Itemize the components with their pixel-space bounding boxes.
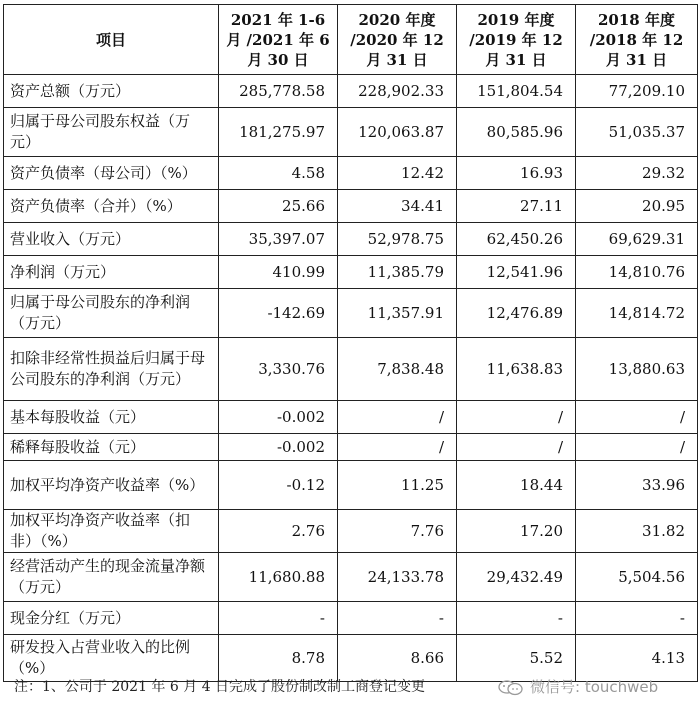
header-2019: 2019 年度 /2019 年 12 月 31 日 (457, 5, 576, 75)
table-row (4, 401, 698, 434)
row-value: 285,778.58 (219, 75, 338, 108)
row-value: 4.58 (219, 157, 338, 190)
row-value: - (457, 602, 576, 635)
row-label: 资产负债率（母公司）（%） (4, 157, 219, 190)
row-value: 5.52 (457, 635, 576, 682)
row-value: 20.95 (576, 190, 698, 223)
header-2020: 2020 年度 /2020 年 12 月 31 日 (338, 5, 457, 75)
row-label: 扣除非经常性损益后归属于母公司股东的净利润（万元） (4, 338, 219, 401)
row-label: 归属于母公司股东的净利润（万元） (4, 289, 219, 338)
row-value: 120,063.87 (338, 108, 457, 157)
watermark-text: 微信号: touchweb (530, 678, 659, 696)
row-value: 11,357.91 (338, 289, 457, 338)
row-value: 12,476.89 (457, 289, 576, 338)
row-value: 11,638.83 (457, 338, 576, 401)
table-row (4, 157, 698, 190)
row-label: 稀释每股收益（元） (4, 434, 219, 461)
table-row (4, 108, 698, 157)
wechat-icon (498, 680, 524, 696)
row-value: -0.002 (219, 434, 338, 461)
table-row (4, 553, 698, 602)
row-label: 资产总额（万元） (4, 75, 219, 108)
row-value: - (338, 602, 457, 635)
table-row (4, 602, 698, 635)
table-row (4, 461, 698, 510)
row-value: 7.76 (338, 510, 457, 553)
row-value: - (219, 602, 338, 635)
row-value: 4.13 (576, 635, 698, 682)
row-value: 2.76 (219, 510, 338, 553)
row-value: 77,209.10 (576, 75, 698, 108)
table-row (4, 510, 698, 553)
row-value: 3,330.76 (219, 338, 338, 401)
row-value: 12.42 (338, 157, 457, 190)
row-value: 7,838.48 (338, 338, 457, 401)
table-row (4, 434, 698, 461)
row-label: 加权平均净资产收益率（%） (4, 461, 219, 510)
row-value: 33.96 (576, 461, 698, 510)
table-row (4, 256, 698, 289)
row-label: 营业收入（万元） (4, 223, 219, 256)
row-label: 归属于母公司股东权益（万元） (4, 108, 219, 157)
row-value: 27.11 (457, 190, 576, 223)
row-value: 31.82 (576, 510, 698, 553)
row-value: 80,585.96 (457, 108, 576, 157)
header-row (4, 5, 698, 75)
row-value: 5,504.56 (576, 553, 698, 602)
row-label: 经营活动产生的现金流量净额（万元） (4, 553, 219, 602)
table-row (4, 289, 698, 338)
header-2018: 2018 年度 /2018 年 12 月 31 日 (576, 5, 698, 75)
watermark (498, 676, 658, 698)
row-label: 加权平均净资产收益率（扣非）（%） (4, 510, 219, 553)
row-value: 29.32 (576, 157, 698, 190)
row-value: 24,133.78 (338, 553, 457, 602)
row-label: 现金分红（万元） (4, 602, 219, 635)
row-value: 11,680.88 (219, 553, 338, 602)
table-row (4, 635, 698, 682)
row-value: / (576, 401, 698, 434)
row-value: / (338, 434, 457, 461)
row-value: / (338, 401, 457, 434)
row-label: 资产负债率（合并）（%） (4, 190, 219, 223)
row-value: 181,275.97 (219, 108, 338, 157)
row-value: 13,880.63 (576, 338, 698, 401)
row-value: 8.78 (219, 635, 338, 682)
row-value: 228,902.33 (338, 75, 457, 108)
row-value: 14,814.72 (576, 289, 698, 338)
table-row (4, 190, 698, 223)
row-value: -0.002 (219, 401, 338, 434)
row-value: -0.12 (219, 461, 338, 510)
row-value: 16.93 (457, 157, 576, 190)
row-value: 14,810.76 (576, 256, 698, 289)
row-value: - (576, 602, 698, 635)
row-value: 17.20 (457, 510, 576, 553)
table-row (4, 75, 698, 108)
row-value: 25.66 (219, 190, 338, 223)
row-value: 410.99 (219, 256, 338, 289)
row-value: / (576, 434, 698, 461)
row-value: / (457, 434, 576, 461)
row-value: 62,450.26 (457, 223, 576, 256)
row-value: 34.41 (338, 190, 457, 223)
footnote: 注：1、公司于 2021 年 6 月 4 日完成了股份制改制工商登记变更 (14, 679, 426, 695)
row-value: 151,804.54 (457, 75, 576, 108)
row-value: 12,541.96 (457, 256, 576, 289)
row-label: 净利润（万元） (4, 256, 219, 289)
row-value: 52,978.75 (338, 223, 457, 256)
row-value: 11.25 (338, 461, 457, 510)
row-value: 69,629.31 (576, 223, 698, 256)
header-2021h1: 2021 年 1-6 月 /2021 年 6 月 30 日 (219, 5, 338, 75)
row-label: 研发投入占营业收入的比例（%） (4, 635, 219, 682)
header-item: 项目 (4, 5, 219, 75)
row-value: 8.66 (338, 635, 457, 682)
row-value: 18.44 (457, 461, 576, 510)
financial-table (3, 4, 698, 682)
row-value: -142.69 (219, 289, 338, 338)
row-value: 35,397.07 (219, 223, 338, 256)
table-row (4, 223, 698, 256)
row-value: / (457, 401, 576, 434)
row-label: 基本每股收益（元） (4, 401, 219, 434)
row-value: 11,385.79 (338, 256, 457, 289)
row-value: 51,035.37 (576, 108, 698, 157)
row-value: 29,432.49 (457, 553, 576, 602)
table-row (4, 338, 698, 401)
